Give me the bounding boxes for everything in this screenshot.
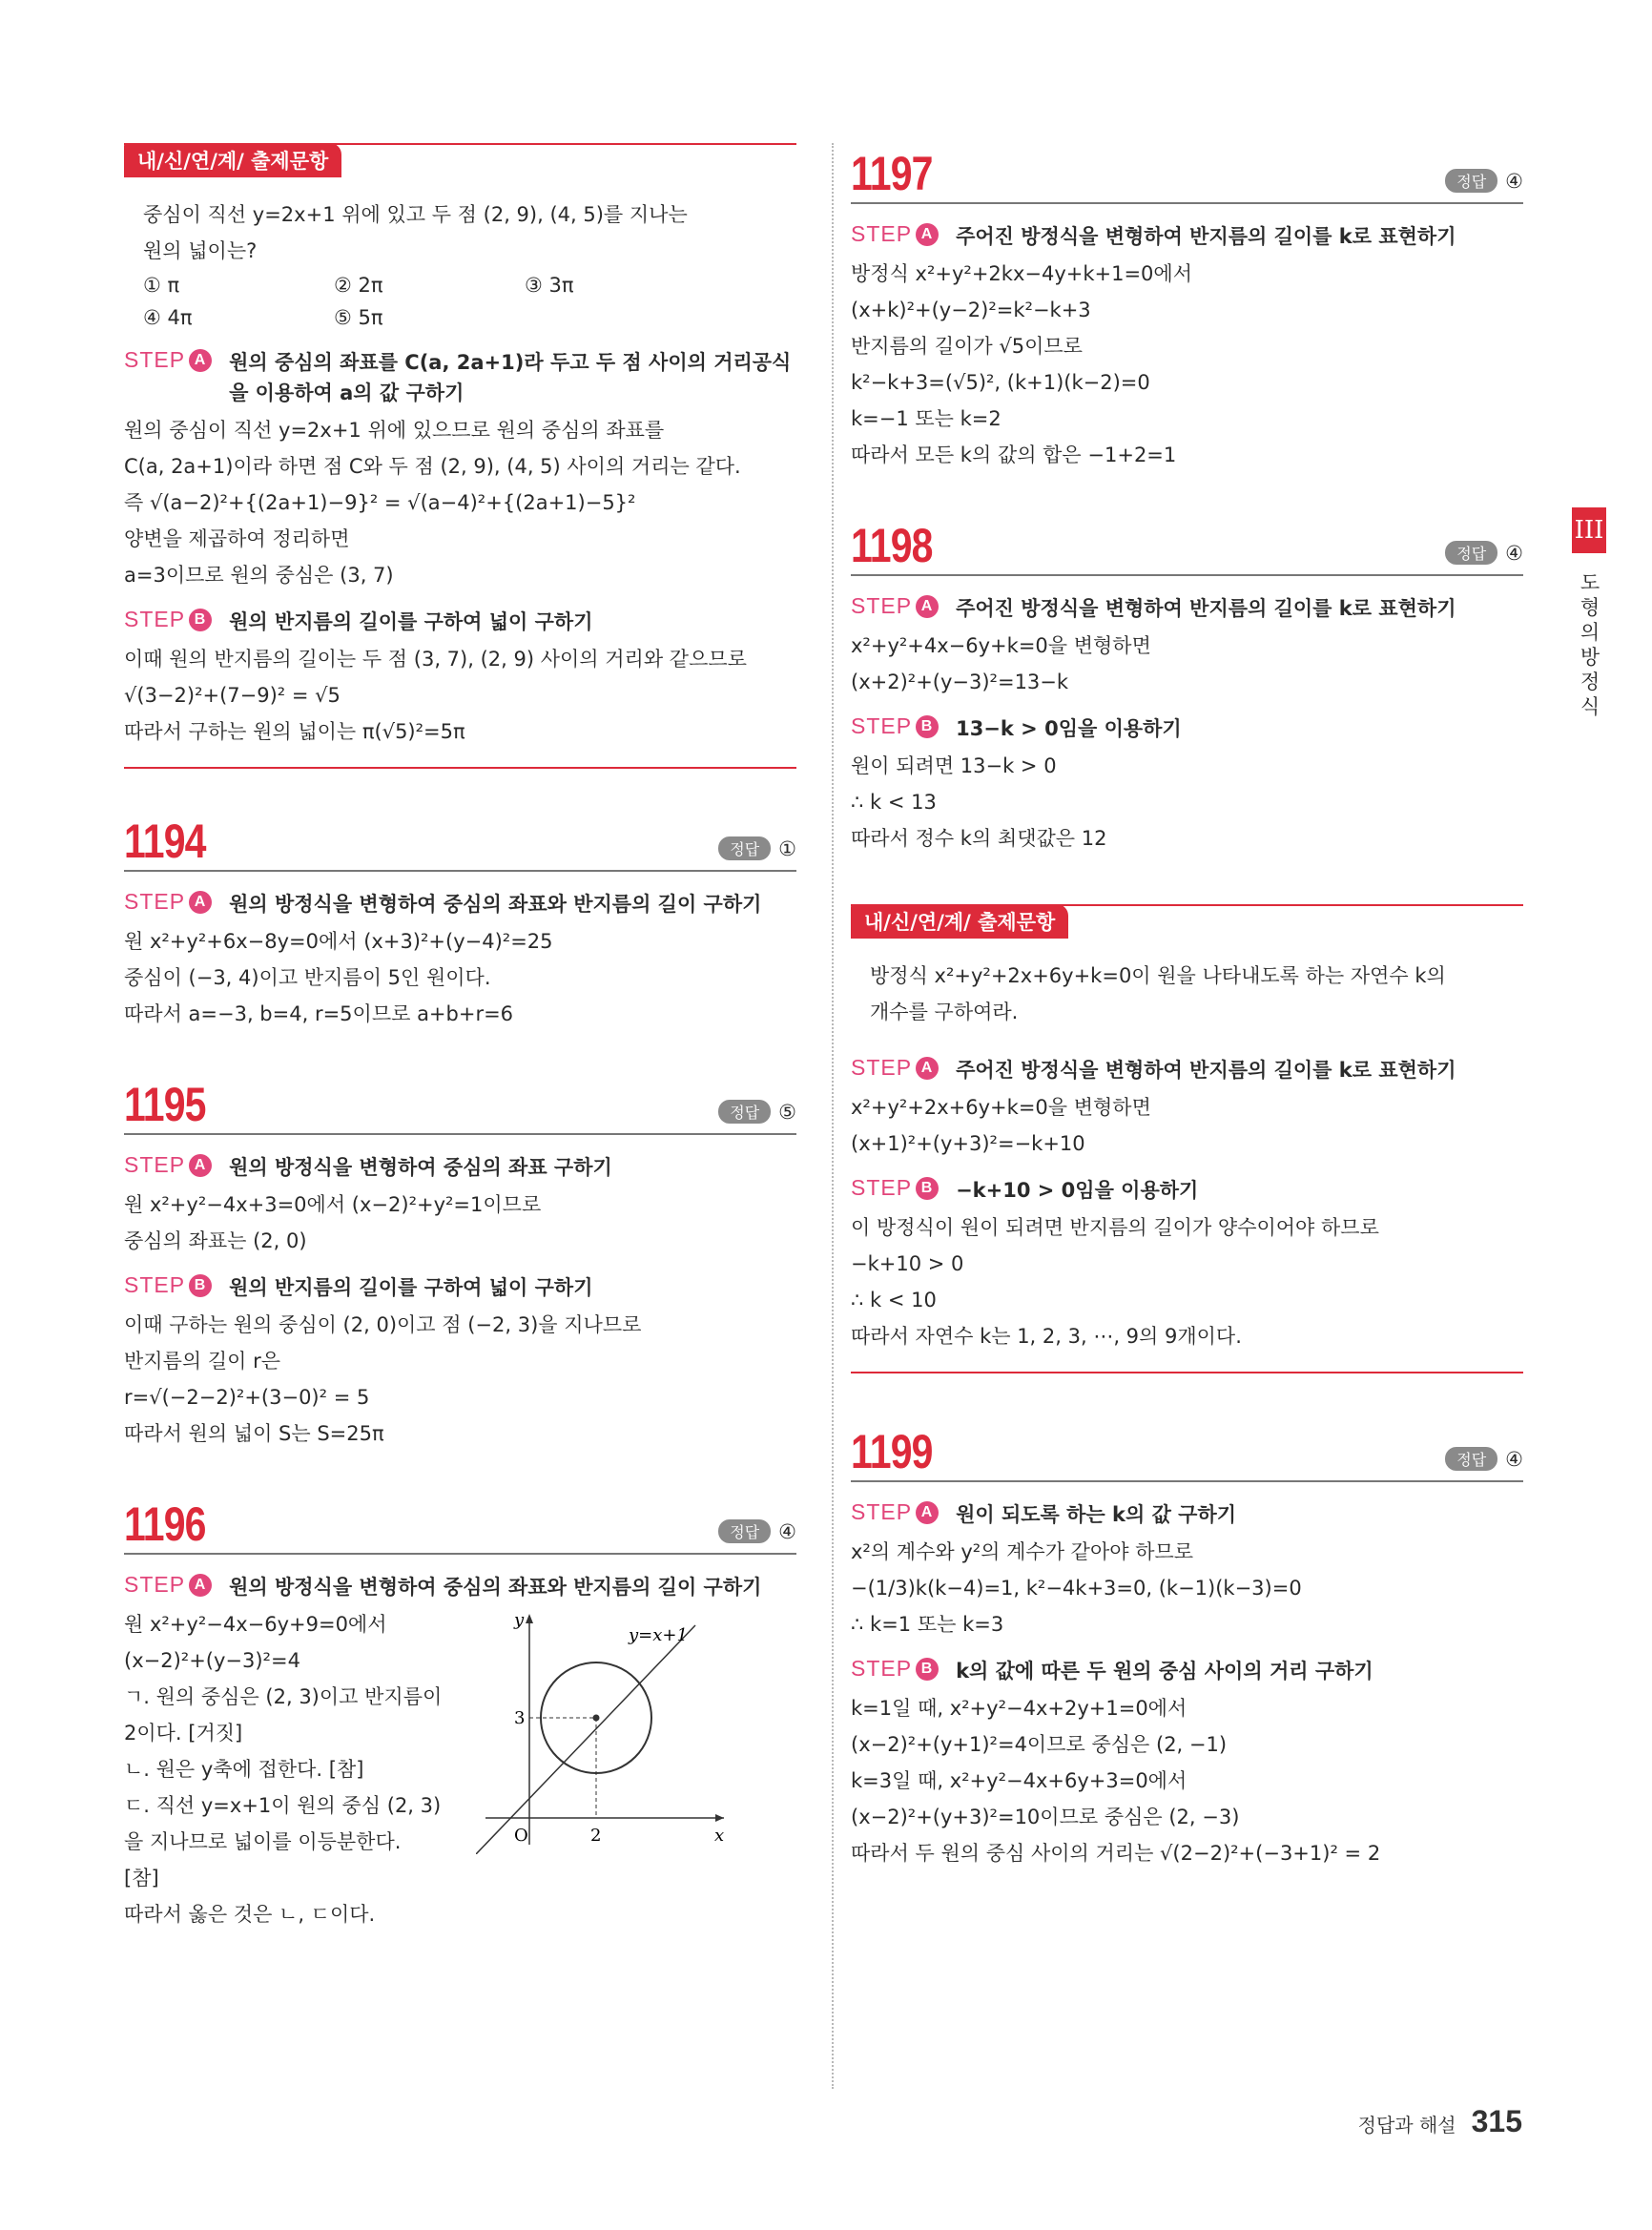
y-axis-arrow bbox=[526, 1614, 533, 1623]
separator bbox=[124, 767, 796, 769]
step-tag: STEP A bbox=[124, 1572, 212, 1598]
step-tag: STEP B bbox=[851, 713, 939, 739]
solution-line: ∴ k=1 또는 k=3 bbox=[851, 1613, 1004, 1636]
solution-line: 즉 √(a−2)²+{(2a+1)−9}² = √(a−4)²+{(2a+1)−5}² bbox=[124, 491, 636, 514]
answer-badge: 정답 bbox=[1445, 1447, 1497, 1471]
answer-badge: 정답 bbox=[718, 836, 771, 860]
solution-line: r=√(−2−2)²+(3−0)² = 5 bbox=[124, 1386, 370, 1409]
solution-line: 이때 원의 반지름의 길이는 두 점 (3, 7), (2, 9) 사이의 거리와 같으므로 bbox=[124, 648, 747, 671]
solution-line: 2이다. [거짓] bbox=[124, 1722, 243, 1745]
solution-line: ㄴ. 원은 y축에 접한다. [참] bbox=[124, 1758, 364, 1781]
solution-line: 원 x²+y²−4x+3=0에서 (x−2)²+y²=1이므로 bbox=[124, 1193, 542, 1216]
problem-number: 1199 bbox=[851, 1425, 933, 1478]
solution-line: (x−2)²+(y+1)²=4이므로 중심은 (2, −1) bbox=[851, 1733, 1228, 1756]
solution-line: 반지름의 길이 r은 bbox=[124, 1350, 280, 1373]
solution-line: [참] bbox=[124, 1867, 159, 1889]
step-tag: STEP B bbox=[124, 1272, 212, 1298]
solution-line: 원 x²+y²−4x−6y+9=0에서 bbox=[124, 1613, 387, 1636]
step-tag: STEP B bbox=[851, 1175, 939, 1201]
solution-text bbox=[124, 1606, 442, 1932]
solution-line: 원의 중심이 직선 y=2x+1 위에 있으므로 원의 중심의 좌표를 bbox=[124, 419, 665, 442]
step-tag: STEP B bbox=[851, 1656, 939, 1682]
solution-line: x²의 계수와 y²의 계수가 같아야 하므로 bbox=[851, 1540, 1194, 1563]
solution-line: 따라서 두 원의 중심 사이의 거리는 √(2−2)²+(−3+1)² = 2 bbox=[851, 1842, 1381, 1865]
step-a bbox=[851, 1055, 1523, 1085]
choice: ③ 3π bbox=[525, 274, 574, 297]
step-tag: STEP A bbox=[124, 1152, 212, 1178]
answer-value: ① bbox=[778, 836, 796, 860]
answer-badge: 정답 bbox=[1445, 541, 1497, 565]
answer bbox=[718, 1519, 796, 1543]
solution-line: k²−k+3=(√5)², (k+1)(k−2)=0 bbox=[851, 371, 1150, 394]
x-axis-arrow bbox=[715, 1814, 724, 1822]
question-line: 방정식 x²+y²+2x+6y+k=0이 원을 나타내도록 하는 자연수 k의 bbox=[870, 964, 1446, 987]
step-tag: STEP A bbox=[124, 889, 212, 915]
solution-line: k=1일 때, x²+y²−4x+2y+1=0에서 bbox=[851, 1697, 1187, 1720]
x-label: x bbox=[714, 1826, 725, 1846]
footer-text: 정답과 해설 bbox=[1357, 2114, 1456, 2137]
solution-line: 따라서 정수 k의 최댓값은 12 bbox=[851, 827, 1107, 850]
solution-line: 방정식 x²+y²+2kx−4y+k+1=0에서 bbox=[851, 262, 1192, 285]
step-title: 원의 반지름의 길이를 구하여 넓이 구하기 bbox=[229, 610, 593, 633]
step-a bbox=[851, 1499, 1523, 1530]
line-label: y=x+1 bbox=[629, 1625, 689, 1645]
solution-line: ∴ k < 10 bbox=[851, 1289, 937, 1311]
answer bbox=[1445, 1447, 1523, 1471]
answer bbox=[718, 1100, 796, 1124]
question-line: 원의 넓이는? bbox=[143, 239, 258, 262]
solution-with-graph bbox=[124, 1606, 796, 1932]
choices bbox=[143, 269, 796, 334]
answer-value: ④ bbox=[778, 1519, 796, 1543]
problem-number: 1197 bbox=[851, 147, 933, 200]
solution-line: 따라서 원의 넓이 S는 S=25π bbox=[124, 1422, 384, 1445]
step-b bbox=[851, 1656, 1523, 1686]
solution-line: 따라서 자연수 k는 1, 2, 3, ⋯, 9의 9개이다. bbox=[851, 1325, 1242, 1348]
step-a bbox=[851, 221, 1523, 252]
step-b bbox=[851, 1175, 1523, 1206]
solution-line: C(a, 2a+1)이라 하면 점 C와 두 점 (2, 9), (4, 5) 사이의 거리는 같다. bbox=[124, 455, 741, 478]
step-b bbox=[851, 713, 1523, 744]
solution-line: a=3이므로 원의 중심은 (3, 7) bbox=[124, 564, 394, 587]
step-title: 원의 방정식을 변형하여 중심의 좌표와 반지름의 길이 구하기 bbox=[229, 1576, 762, 1599]
problem-1194-header bbox=[124, 811, 796, 872]
tick-x-label: 2 bbox=[590, 1826, 602, 1846]
question-line: 개수를 구하여라. bbox=[870, 1001, 1019, 1023]
problem-1199-header bbox=[851, 1421, 1523, 1482]
solution-line: k=3일 때, x²+y²−4x+6y+3=0에서 bbox=[851, 1769, 1187, 1792]
mid-question bbox=[851, 958, 1523, 1030]
solution-line: 원 x²+y²+6x−8y=0에서 (x+3)²+(y−4)²=25 bbox=[124, 930, 553, 953]
answer-badge: 정답 bbox=[1445, 169, 1497, 193]
step-b bbox=[124, 607, 796, 637]
solution-line: (x+k)²+(y−2)²=k²−k+3 bbox=[851, 299, 1091, 321]
answer-badge: 정답 bbox=[718, 1519, 771, 1543]
step-title: 주어진 방정식을 변형하여 반지름의 길이를 k로 표현하기 bbox=[956, 1059, 1456, 1082]
section-label: 도형의 방정식 bbox=[1580, 571, 1600, 718]
answer-value: ④ bbox=[1505, 169, 1523, 193]
solution-line: 따라서 a=−3, b=4, r=5이므로 a+b+r=6 bbox=[124, 1002, 514, 1025]
solution-line: 따라서 구하는 원의 넓이는 π(√5)²=5π bbox=[124, 720, 465, 743]
step-tag: STEP A bbox=[851, 1055, 939, 1081]
page-footer bbox=[1358, 2104, 1522, 2139]
solution-line: ㄱ. 원의 중심은 (2, 3)이고 반지름이 bbox=[124, 1685, 443, 1708]
solution-line: (x+2)²+(y−3)²=13−k bbox=[851, 671, 1069, 693]
problem-1197-header bbox=[851, 143, 1523, 204]
step-title: 원의 반지름의 길이를 구하여 넓이 구하기 bbox=[229, 1276, 593, 1299]
solution-line: 따라서 모든 k의 값의 합은 −1+2=1 bbox=[851, 444, 1177, 466]
problem-number: 1194 bbox=[124, 815, 206, 868]
solution-line: x²+y²+4x−6y+k=0을 변형하면 bbox=[851, 634, 1151, 657]
top-question bbox=[124, 196, 796, 334]
page-number: 315 bbox=[1471, 2104, 1522, 2138]
solution-line: 양변을 제곱하여 정리하면 bbox=[124, 527, 350, 550]
answer bbox=[1445, 169, 1523, 193]
solution-line: (x−2)²+(y+3)²=10이므로 중심은 (2, −3) bbox=[851, 1806, 1240, 1828]
center-point bbox=[593, 1715, 600, 1722]
step-title: 주어진 방정식을 변형하여 반지름의 길이를 k로 표현하기 bbox=[956, 225, 1456, 248]
top-question-banner bbox=[124, 143, 796, 183]
step-title: 원의 방정식을 변형하여 중심의 좌표와 반지름의 길이 구하기 bbox=[229, 893, 762, 916]
solution-line: (x−2)²+(y−3)²=4 bbox=[124, 1649, 300, 1672]
question-line: 중심이 직선 y=2x+1 위에 있고 두 점 (2, 9), (4, 5)를 지나는 bbox=[143, 203, 688, 226]
problem-number: 1196 bbox=[124, 1497, 206, 1551]
mid-question-banner bbox=[851, 904, 1523, 944]
line-y-x-plus-1 bbox=[476, 1625, 695, 1854]
solution-line: x²+y²+2x+6y+k=0을 변형하면 bbox=[851, 1096, 1151, 1119]
step-tag: STEP A bbox=[851, 221, 939, 247]
right-column bbox=[851, 143, 1523, 1871]
solution-line: 이 방정식이 원이 되려면 반지름의 길이가 양수이어야 하므로 bbox=[851, 1216, 1379, 1239]
solution-line: 원이 되려면 13−k > 0 bbox=[851, 754, 1057, 777]
left-column bbox=[124, 143, 796, 1932]
step-title: 주어진 방정식을 변형하여 반지름의 길이를 k로 표현하기 bbox=[956, 597, 1456, 620]
problem-number: 1198 bbox=[851, 519, 933, 572]
banner-label: 내/신/연/계/ 출제문항 bbox=[124, 143, 341, 177]
solution-line: √(3−2)²+(7−9)² = √5 bbox=[124, 684, 341, 707]
problem-1195-header bbox=[124, 1074, 796, 1135]
problem-1198-header bbox=[851, 515, 1523, 576]
choice: ④ 4π bbox=[143, 306, 193, 329]
problem-number: 1195 bbox=[124, 1078, 206, 1131]
solution-line: 이때 구하는 원의 중심이 (2, 0)이고 점 (−2, 3)을 지나므로 bbox=[124, 1313, 642, 1336]
solution-line: 따라서 옳은 것은 ㄴ, ㄷ이다. bbox=[124, 1903, 376, 1926]
solution-line: −k+10 > 0 bbox=[851, 1252, 964, 1275]
step-a bbox=[124, 347, 796, 408]
solution-line: k=−1 또는 k=2 bbox=[851, 407, 1002, 430]
step-a bbox=[124, 1152, 796, 1183]
answer-badge: 정답 bbox=[718, 1100, 771, 1124]
tick-y-label: 3 bbox=[514, 1708, 526, 1728]
answer bbox=[718, 836, 796, 860]
step-a bbox=[851, 593, 1523, 624]
section-tab: III bbox=[1572, 507, 1606, 553]
banner-label: 내/신/연/계/ 출제문항 bbox=[851, 904, 1068, 939]
choice: ⑤ 5π bbox=[334, 306, 383, 329]
solution-line: 을 지나므로 넓이를 이등분한다. bbox=[124, 1830, 402, 1853]
step-b bbox=[124, 1272, 796, 1303]
solution-line: ㄷ. 직선 y=x+1이 원의 중심 (2, 3) bbox=[124, 1794, 442, 1817]
circle-graph bbox=[476, 1606, 733, 1854]
answer bbox=[1445, 541, 1523, 565]
problem-1196-header bbox=[124, 1494, 796, 1555]
column-divider bbox=[832, 143, 834, 2089]
solution-line: ∴ k < 13 bbox=[851, 791, 937, 814]
step-tag: STEP A bbox=[851, 593, 939, 619]
solution-line: (x+1)²+(y+3)²=−k+10 bbox=[851, 1132, 1085, 1155]
step-title: 원의 중심의 좌표를 C(a, 2a+1)라 두고 두 점 사이의 거리공식을 이용하여 a의 값 구하기 bbox=[229, 351, 792, 404]
step-a bbox=[124, 1572, 796, 1602]
solution-line: −(1/3)k(k−4)=1, k²−4k+3=0, (k−1)(k−3)=0 bbox=[851, 1577, 1302, 1600]
choice: ② 2π bbox=[334, 274, 383, 297]
answer-value: ④ bbox=[1505, 541, 1523, 565]
step-title: −k+10 > 0임을 이용하기 bbox=[956, 1179, 1199, 1202]
origin-label: O bbox=[514, 1826, 529, 1846]
step-title: 13−k > 0임을 이용하기 bbox=[956, 717, 1182, 740]
step-tag: STEP A bbox=[851, 1499, 939, 1525]
solution-line: 중심의 좌표는 (2, 0) bbox=[124, 1229, 307, 1252]
step-title: 원의 방정식을 변형하여 중심의 좌표 구하기 bbox=[229, 1156, 612, 1179]
solution-line: 중심이 (−3, 4)이고 반지름이 5인 원이다. bbox=[124, 966, 491, 989]
answer-value: ⑤ bbox=[778, 1100, 796, 1124]
step-a bbox=[124, 889, 796, 919]
step-title: 원이 되도록 하는 k의 값 구하기 bbox=[956, 1503, 1237, 1526]
step-title: k의 값에 따른 두 원의 중심 사이의 거리 구하기 bbox=[956, 1660, 1373, 1683]
separator bbox=[851, 1372, 1523, 1373]
step-tag: STEP A bbox=[124, 347, 212, 373]
choice: ① π bbox=[143, 274, 180, 297]
step-tag: STEP B bbox=[124, 607, 212, 632]
solution-line: 반지름의 길이가 √5이므로 bbox=[851, 335, 1083, 358]
answer-value: ④ bbox=[1505, 1447, 1523, 1471]
y-label: y bbox=[514, 1610, 525, 1630]
